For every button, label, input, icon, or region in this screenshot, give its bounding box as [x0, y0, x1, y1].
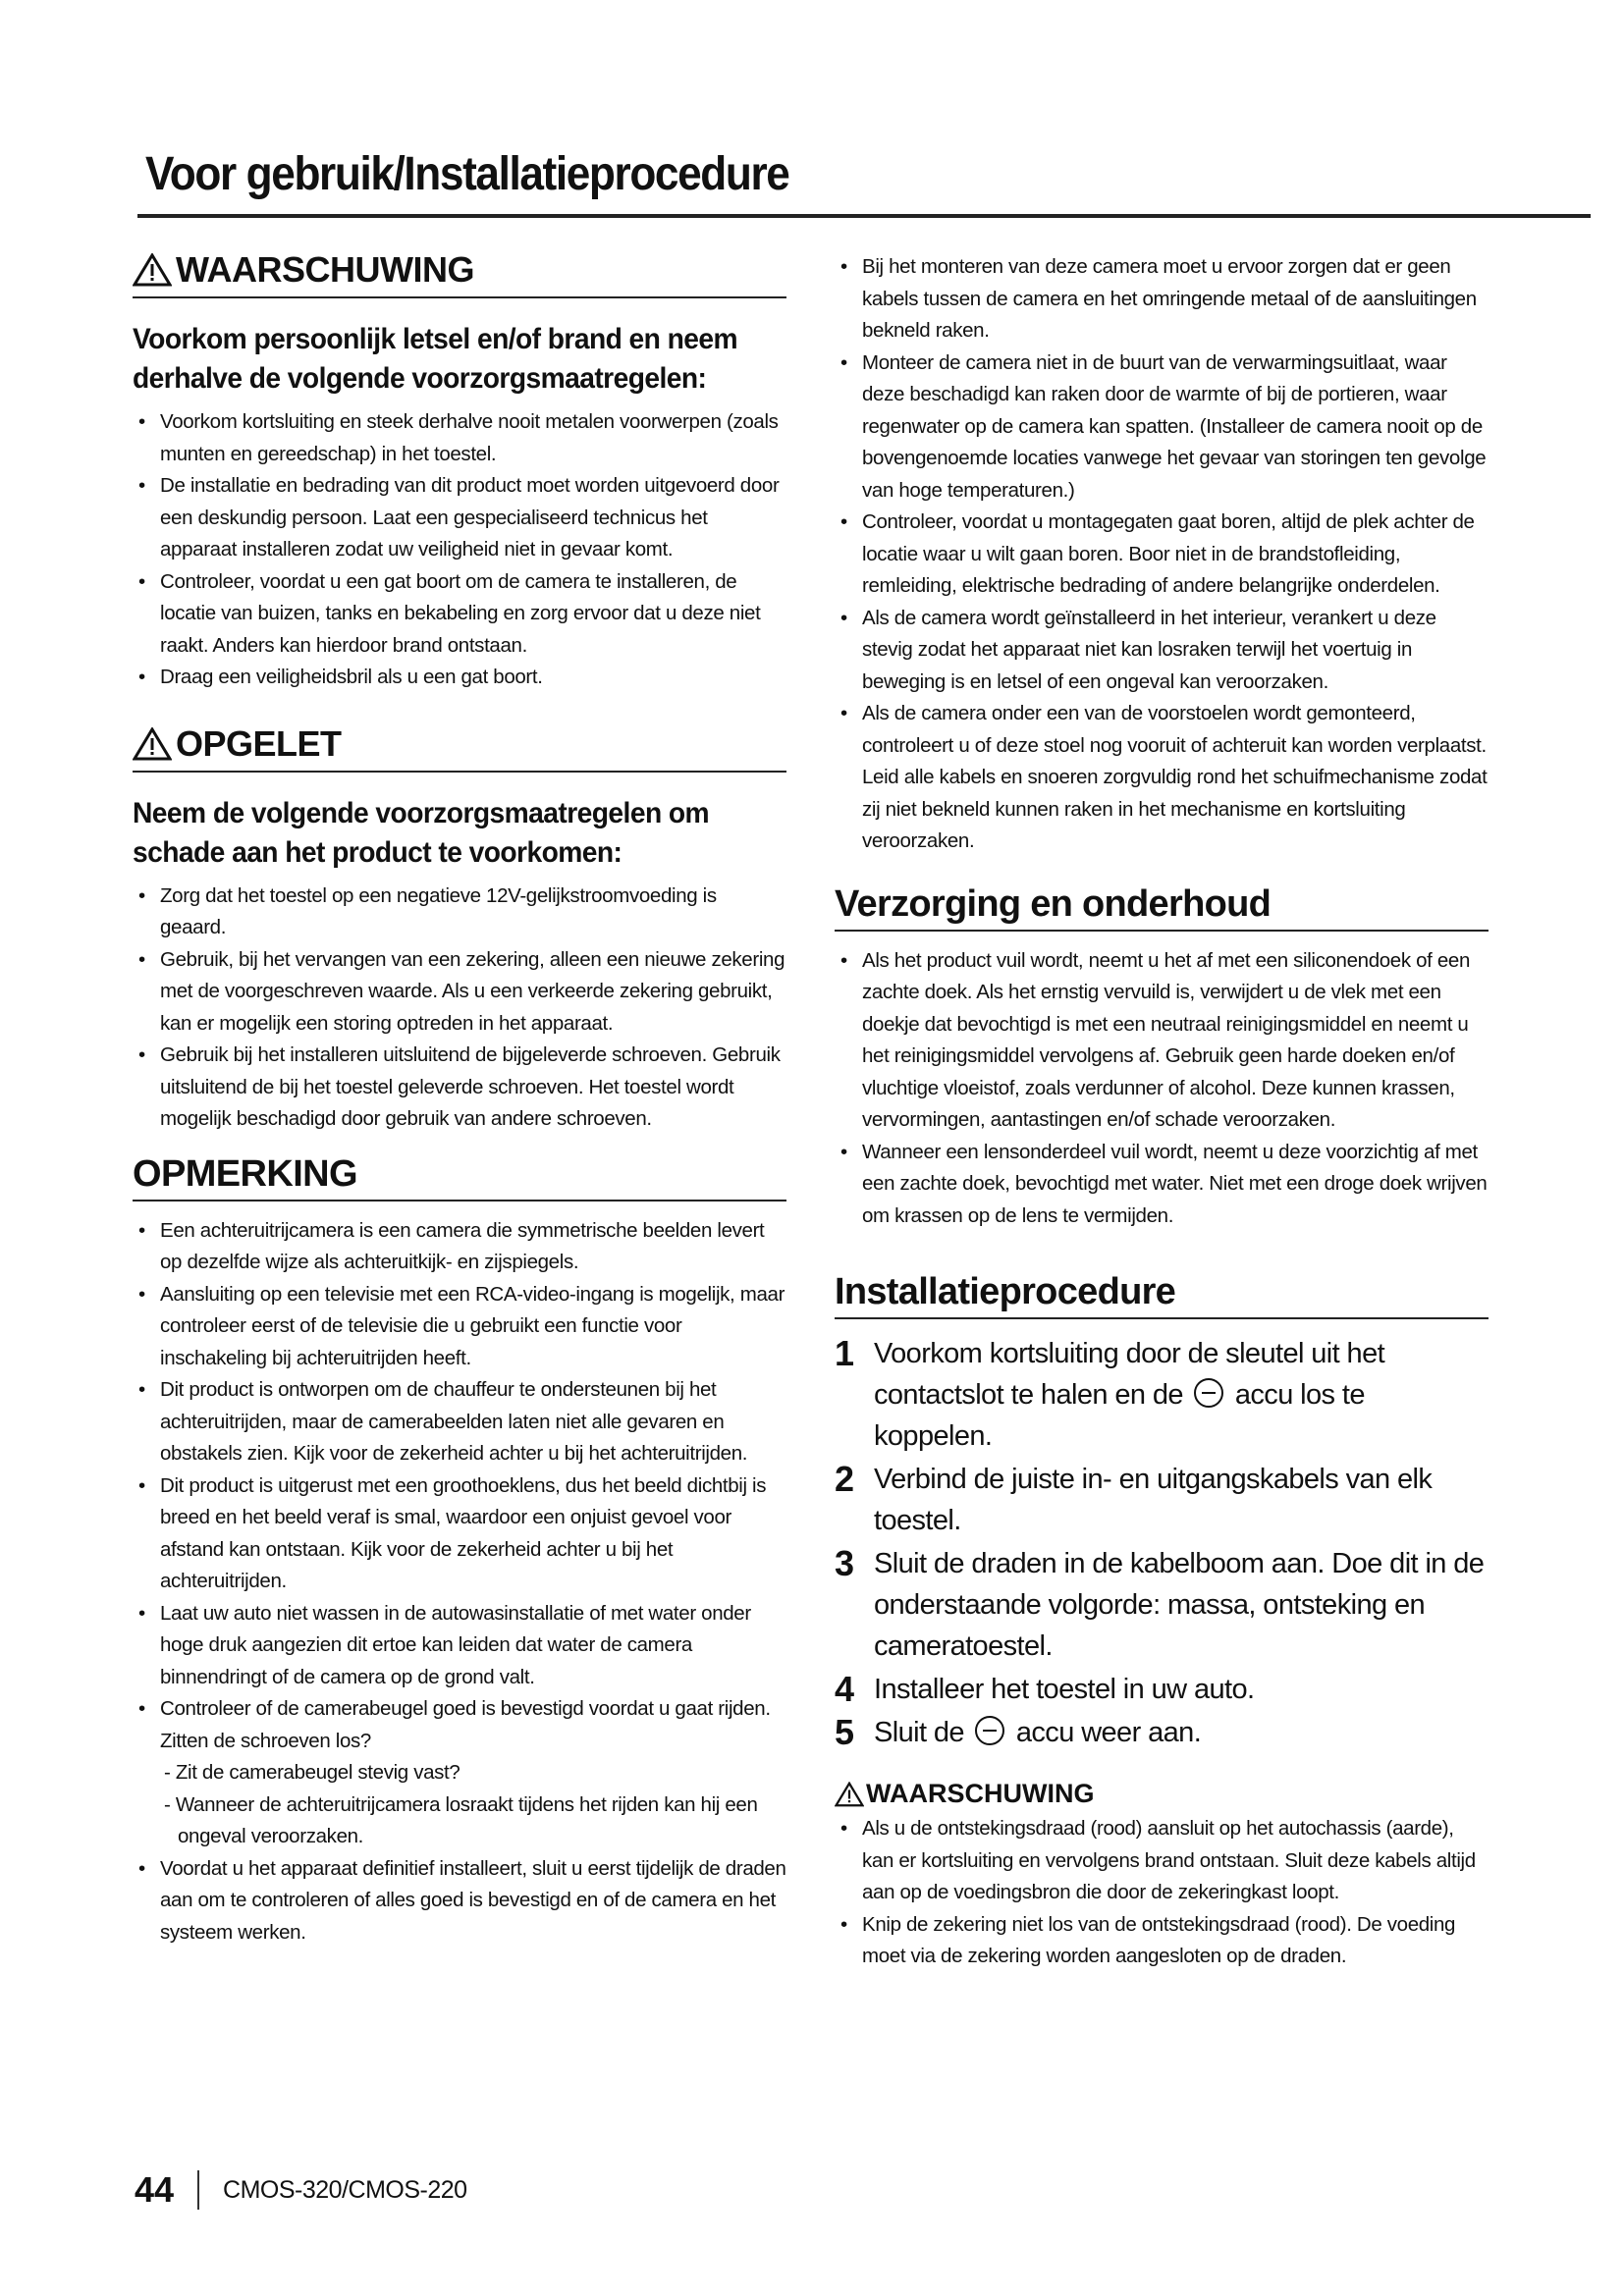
caution-heading-text: OPGELET [176, 722, 342, 764]
step-text: Sluit de draden in de kabelboom aan. Doe dit in de onderstaande volgorde: massa, ontsteking en cameratoestel. [874, 1548, 1485, 1662]
list-item: • Voorkom kortsluiting en steek derhalve nooit metalen voorwerpen (zoals munten en gereedschap) in het toestel. [133, 406, 786, 470]
warning-heading-text: WAARSCHUWING [176, 249, 474, 290]
step-number: 2 [835, 1459, 854, 1499]
continued-list [835, 251, 1489, 858]
install-step-2 [835, 1459, 1489, 1541]
warning-triangle-icon [835, 1782, 864, 1807]
install-step-1 [835, 1333, 1489, 1457]
care-heading: Verzorging en onderhoud [835, 883, 1489, 932]
list-item: • De installatie en bedrading van dit product moet worden uitgevoerd door een deskundig persoon. Laat een gespecialiseerd technicus het apparaat installeren zodat uw veiligheid niet in gevaar komt. [133, 470, 786, 566]
step-number: 5 [835, 1712, 854, 1752]
caution-list [133, 881, 786, 1136]
list-item: • Controleer, voordat u een gat boort om de camera te installeren, de locatie van buizen, tanks en bekabeling en zorg ervoor dat u deze niet raakt. Anders kan hierdoor brand ontstaan. [133, 566, 786, 663]
model-name: CMOS-320/CMOS-220 [223, 2175, 467, 2204]
list-item: • Bij het monteren van deze camera moet u ervoor zorgen dat er geen kabels tussen de camera en het omringende metaal of de aansluitingen bekneld raken. [835, 251, 1489, 347]
step-number: 3 [835, 1543, 854, 1583]
warning-subheading: Voorkom persoonlijk letsel en/of brand en neem derhalve de volgende voorzorgsmaatregelen: [133, 323, 738, 395]
list-item: • Dit product is uitgerust met een groothoeklens, dus het beeld dichtbij is breed en het beeld veraf is smal, waardoor een onjuist gevoel voor afstand kan ontstaan. Kijk voor de zekerheid achter u bij het achteruitrijden. [133, 1470, 786, 1598]
warning2-list [835, 1813, 1489, 1973]
step-number: 1 [835, 1333, 854, 1373]
list-item: • Monteer de camera niet in de buurt van de verwarmingsuitlaat, waar deze beschadigd kan raken door de warmte of bij de portieren, waar regenwater op de camera kan spatten. (Installeer de camera nooit op de bovengenoemde locaties vanwege het gevaar van storingen ten gevolge van hoge temperaturen.) [835, 347, 1489, 507]
install-steps [835, 1333, 1489, 1753]
list-item: • Laat uw auto niet wassen in de autowasinstallatie of met water onder hoge druk aangezien dit ertoe kan leiden dat water de camera binnendringt of de camera op de grond valt. [133, 1598, 786, 1694]
install-step-3 [835, 1543, 1489, 1667]
list-item: • Knip de zekering niet los van de ontstekingsdraad (rood). De voeding moet via de zekering worden aangesloten op de draden. [835, 1909, 1489, 1973]
caution-heading [133, 723, 786, 773]
step-text: Voorkom kortsluiting door de sleutel uit het contactslot te halen en de [874, 1338, 1385, 1411]
left-column [133, 243, 786, 1949]
step-text: Sluit de [874, 1717, 964, 1748]
warning2-heading-text: WAARSCHUWING [866, 1779, 1095, 1808]
step-text: Installeer het toestel in uw auto. [874, 1674, 1255, 1705]
page-title: Voor gebruik/Installatieprocedure [145, 148, 789, 200]
install-step-4 [835, 1669, 1489, 1710]
check-dash-2: - Wanneer de achteruitrijcamera losraakt tijdens het rijden kan hij een ongeval veroorzaken. [164, 1792, 758, 1847]
warning2-heading [835, 1779, 1489, 1809]
note-list [133, 1215, 786, 1949]
warning-heading [133, 249, 786, 298]
list-item: • Draag een veiligheidsbril als u een gat boort. [133, 662, 786, 694]
check-dash-1: - Zit de camerabeugel stevig vast? [164, 1761, 460, 1784]
list-item: • Als de camera onder een van de voorstoelen wordt gemonteerd, controleert u of deze stoel nog vooruit of achteruit kan worden verplaatst. Leid alle kabels en snoeren zorgvuldig rond het schuifmechanisme zodat zij niet bekneld kunnen raken in het mechanisme en kortsluiting veroorzaken. [835, 698, 1489, 858]
minus-circle-icon [975, 1716, 1004, 1745]
install-heading: Installatieprocedure [835, 1271, 1489, 1319]
step-text: accu los te koppelen. [874, 1379, 1365, 1452]
list-item: • Dit product is ontworpen om de chauffeur te ondersteunen bij het achteruitrijden, maar de camerabeelden laten niet alle gevaren en obstakels zien. Kijk voor de zekerheid achter u bij het achteruitrijden. [133, 1374, 786, 1470]
install-step-5 [835, 1712, 1489, 1753]
list-item: • Gebruik bij het installeren uitsluitend de bijgeleverde schroeven. Gebruik uitsluitend de bij het toestel geleverde schroeven. Het toestel wordt mogelijk beschadigd door gebruik van andere schroeven. [133, 1040, 786, 1136]
step-text: Verbind de juiste in- en uitgangskabels van elk toestel. [874, 1464, 1433, 1536]
warning-list [133, 406, 786, 694]
check-text: • Controleer of de camerabeugel goed is bevestigd voordat u gaat rijden. [160, 1697, 771, 1720]
list-item: • Een achteruitrijcamera is een camera die symmetrische beelden levert op dezelfde wijze als achteruitkijk- en zijspiegels. [133, 1215, 786, 1279]
list-item: • Voordat u het apparaat definitief installeert, sluit u eerst tijdelijk de draden aan om te controleren of alles goed is bevestigd en of de camera en het systeem werken. [133, 1853, 786, 1949]
warning-triangle-icon [133, 253, 172, 287]
list-item: • Gebruik, bij het vervangen van een zekering, alleen een nieuwe zekering met de voorgeschreven waarde. Als u een verkeerde zekering gebruikt, kan er mogelijk een storing optreden in het apparaat. [133, 944, 786, 1041]
page-number: 44 [135, 2169, 175, 2210]
list-item: • Als u de ontstekingsdraad (rood) aansluit op het autochassis (aarde), kan er kortsluiting en vervolgens brand ontstaan. Sluit deze kabels altijd aan op de voedingsbron die door de zekeringkast loopt. [835, 1813, 1489, 1909]
page-footer [135, 2169, 467, 2211]
title-rule [137, 214, 1591, 218]
list-item: • Wanneer een lensonderdeel vuil wordt, neemt u deze voorzichtig af met een zachte doek, bevochtigd met water. Niet met een droge doek wrijven om krassen op de lens te vermijden. [835, 1137, 1489, 1233]
step-number: 4 [835, 1669, 854, 1709]
list-item: • Als de camera wordt geïnstalleerd in het interieur, verankert u deze stevig zodat het apparaat niet kan losraken terwijl het voertuig in beweging is en letsel of een ongeval kan veroorzaken. [835, 603, 1489, 699]
list-item: • Als het product vuil wordt, neemt u het af met een siliconendoek of een zachte doek. Als het ernstig vervuild is, verwijdert u de vlek met een doekje dat bevochtigd is met een neutraal reinigingsmiddel en neemt u het reinigingsmiddel vervolgens af. Gebruik geen harde doeken en/of vluchtige vloeistof, zoals verdunner of alcohol. Deze kunnen krassen, vervormingen, aantastingen en/of schade veroorzaken. [835, 945, 1489, 1137]
step-text: accu weer aan. [1015, 1717, 1202, 1748]
caution-triangle-icon [133, 727, 172, 761]
list-item: • Aansluiting op een televisie met een RCA-video-ingang is mogelijk, maar controleer eerst of de televisie die u gebruikt een functie voor inschakeling bij achteruitrijden heeft. [133, 1279, 786, 1375]
list-item: • Controleer, voordat u montagegaten gaat boren, altijd de plek achter de locatie waar u wilt gaan boren. Boor niet in de brandstofleiding, remleiding, elektrische bedrading of andere belangrijke onderdelen. [835, 507, 1489, 603]
list-item-check [133, 1693, 786, 1853]
care-list [835, 945, 1489, 1233]
right-column [835, 251, 1489, 1973]
note-heading: OPMERKING [133, 1153, 786, 1201]
minus-circle-icon [1194, 1378, 1223, 1408]
footer-separator [197, 2170, 199, 2210]
list-item: • Zorg dat het toestel op een negatieve 12V-gelijkstroomvoeding is geaard. [133, 881, 786, 944]
check-question: Zitten de schroeven los? [160, 1729, 371, 1752]
caution-subheading: Neem de volgende voorzorgsmaatregelen om schade aan het product te voorkomen: [133, 796, 710, 869]
